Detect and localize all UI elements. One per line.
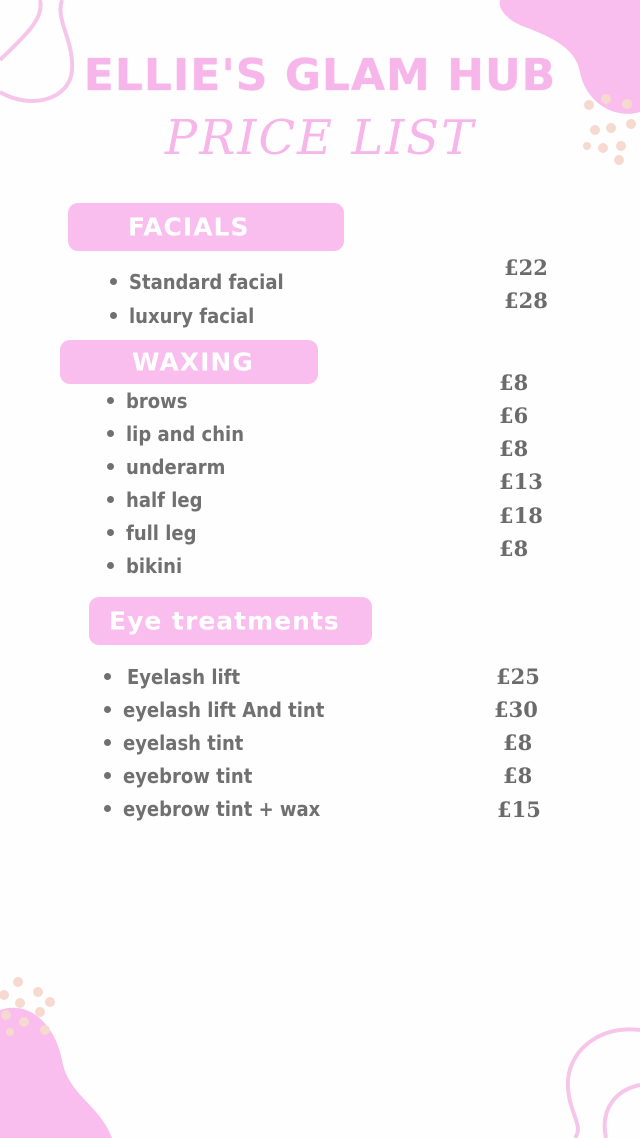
bullet-icon [107,496,114,503]
list-item [110,270,284,294]
item-name: underarm [126,455,226,479]
bullet-icon [107,529,114,536]
item-name: half leg [126,488,203,512]
list-item [104,731,243,755]
item-price: £15 [497,797,541,822]
bottom-left-blob [0,1008,112,1138]
list-item [107,455,225,479]
facials-heading-banner [68,203,344,251]
item-price: £8 [499,436,529,461]
waxing-heading: WAXING [132,347,254,377]
item-price: £18 [499,503,543,528]
list-item [104,698,324,722]
bullet-icon [104,772,111,779]
item-price: £8 [503,763,533,788]
page-subtitle: PRICE LIST [164,110,476,166]
bullet-icon [107,397,114,404]
item-name: brows [126,389,188,413]
bottom-right-swirl [568,1029,640,1138]
list-item [107,389,187,413]
list-item [110,304,254,328]
item-price: £8 [499,370,529,395]
item-price: £13 [499,469,543,494]
item-name: eyelash lift And tint [123,698,325,722]
list-item [107,422,244,446]
item-price: £8 [503,730,533,755]
item-price: £22 [504,255,548,280]
item-price: £8 [499,536,529,561]
waxing-heading-banner [60,340,318,384]
item-price: £25 [496,664,540,689]
bullet-icon [110,278,117,285]
bullet-icon [107,430,114,437]
bullet-icon [110,312,117,319]
list-item [107,521,196,545]
list-item [107,488,202,512]
item-price: £30 [494,697,538,722]
eye-treatments-heading: Eye treatments [109,606,340,636]
bullet-icon [107,463,114,470]
item-name: Eyelash lift [127,665,241,689]
bullet-icon [104,673,111,680]
item-name: Standard facial [129,270,284,294]
bullet-icon [104,706,111,713]
item-price: £6 [499,403,529,428]
item-name: bikini [126,554,183,578]
facials-heading: FACIALS [128,212,250,242]
list-item [104,797,320,821]
item-name: eyebrow tint + wax [123,797,321,821]
item-name: lip and chin [126,422,245,446]
item-name: eyelash tint [123,731,244,755]
list-item [107,554,182,578]
list-item [104,665,240,689]
bullet-icon [107,562,114,569]
item-name: full leg [126,521,197,545]
bullet-icon [104,739,111,746]
item-name: luxury facial [129,304,255,328]
list-item [104,764,252,788]
item-name: eyebrow tint [123,764,253,788]
bullet-icon [104,805,111,812]
item-price: £28 [504,288,548,313]
page-title: ELLIE'S GLAM HUB [83,50,557,101]
eye-treatments-heading-banner [89,597,372,645]
